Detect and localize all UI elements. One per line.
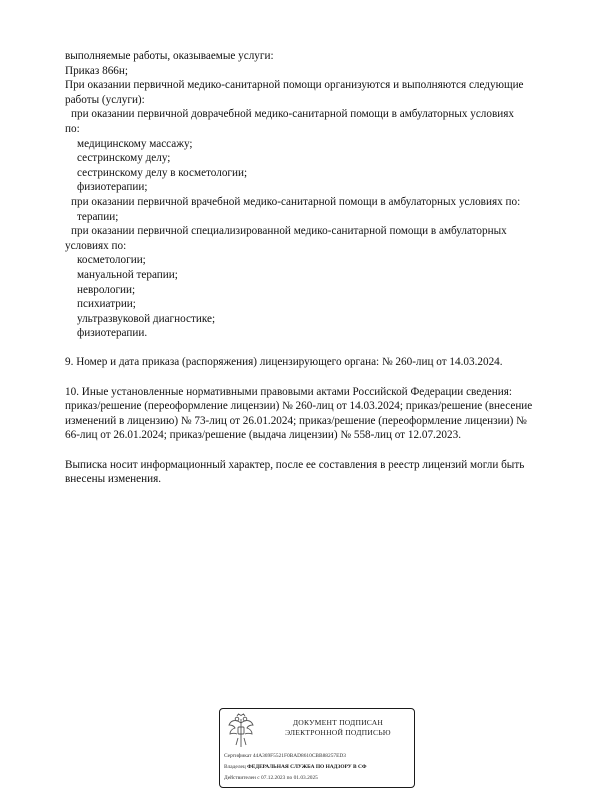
text-line: неврологии; [77, 283, 136, 296]
text-line: При оказании первичной медико-санитарной помощи организуются и выполняются следующие [65, 79, 524, 92]
text-line: косметологии; [77, 254, 146, 267]
text-line: 9. Номер и дата приказа (распоряжения) лицензирующего органа: № 260-лиц от 14.03.2024. [65, 356, 503, 369]
text-line: физиотерапии. [77, 327, 148, 340]
text-line: при оказании первичной специализированной медико-санитарной помощи в амбулаторных [71, 225, 507, 238]
text-line: выполняемые работы, оказываемые услуги: [65, 50, 274, 62]
document-body [65, 49, 565, 487]
valid-to-label: по [286, 775, 293, 781]
owner-label: Владелец [224, 764, 246, 770]
text-line: сестринскому делу в косметологии; [77, 166, 248, 179]
text-line: 10. Иные установленные нормативными правовыми актами Российской Федерации сведения: [65, 385, 512, 398]
paragraph-gap [65, 370, 565, 385]
text-line: психиатрии; [77, 298, 136, 311]
text-line: Выписка носит информационный характер, после ее составления в реестр лицензий могли быть [65, 458, 525, 471]
valid-to: 01.03.2025 [293, 775, 318, 781]
text-line: при оказании первичной доврачебной медико-санитарной помощи в амбулаторных условиях [71, 108, 514, 121]
stamp-owner-row [224, 764, 367, 771]
owner-value: ФЕДЕРАЛЬНАЯ СЛУЖБА ПО НАДЗОРУ В СФ [247, 764, 367, 770]
stamp-title-line1: ДОКУМЕНТ ПОДПИСАН [292, 718, 384, 727]
text-line: медицинскому массажу; [77, 137, 193, 150]
paragraph-gap [65, 443, 565, 458]
text-line: внесены изменения. [65, 473, 162, 486]
text-line: 66-лиц от 26.01.2024; приказ/решение (выдача лицензии) № 558-лиц от 12.07.2023. [65, 429, 462, 442]
stamp-title [268, 718, 408, 738]
stamp-validity-row [224, 775, 318, 782]
text-line: Приказ 866н; [65, 64, 128, 77]
valid-label: Действителен с [224, 775, 260, 781]
double-headed-eagle-icon [226, 713, 256, 749]
text-line: физиотерапии; [77, 181, 148, 194]
paragraph-gap [65, 341, 565, 356]
text-line: работы (услуги): [65, 93, 145, 106]
text-line: ультразвуковой диагностике; [77, 312, 216, 325]
text-line: при оказании первичной врачебной медико-санитарной помощи в амбулаторных условиях по: [71, 195, 521, 208]
text-line: мануальной терапии; [77, 268, 178, 281]
text-line: сестринскому делу; [77, 152, 171, 165]
stamp-title-line2: ЭЛЕКТРОННОЙ ПОДПИСЬЮ [285, 728, 391, 737]
electronic-signature-stamp [219, 708, 415, 788]
stamp-certificate-row [224, 753, 346, 760]
text-line: приказ/решение (переоформление лицензии) № 260-лиц от 14.03.2024; приказ/решение (внесение [65, 400, 533, 413]
certificate-label: Сертификат [224, 753, 252, 759]
text-line: терапии; [77, 210, 119, 223]
text-line: изменений в лицензию) № 73-лиц от 26.01.2024; приказ/решение (переоформление лицензии) № [65, 414, 527, 427]
text-line: условиях по: [65, 239, 127, 252]
certificate-value: 44A369F5521F0BAD8610CBB88257ED3 [252, 753, 346, 759]
valid-from: 07.12.2023 [261, 775, 286, 781]
text-line: по: [65, 122, 80, 135]
